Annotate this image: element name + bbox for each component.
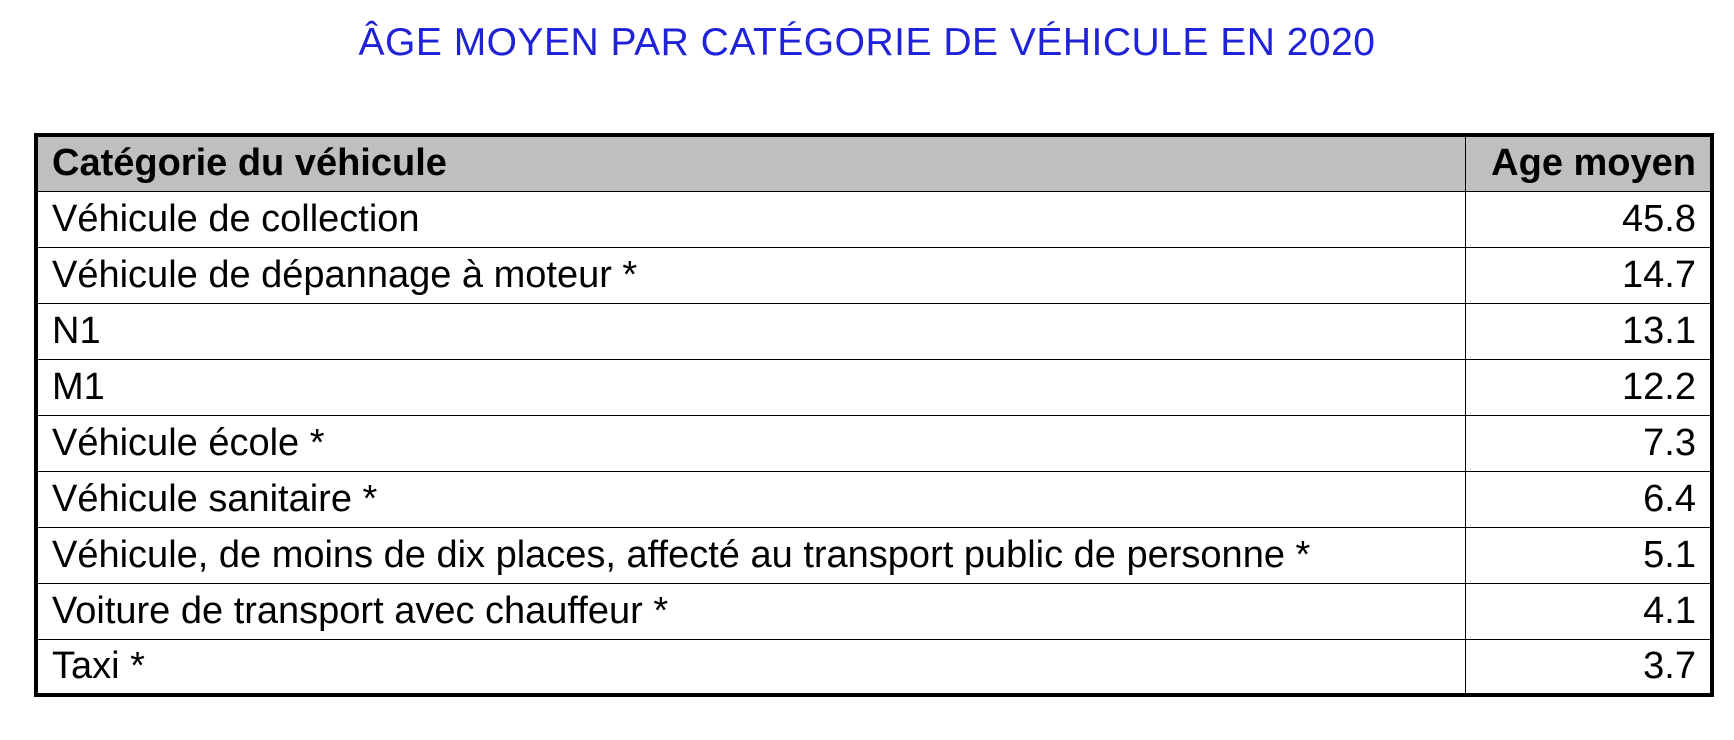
category-cell: Véhicule, de moins de dix places, affecté au transport public de personne *	[36, 527, 1465, 583]
age-value-cell: 5.1	[1465, 527, 1712, 583]
age-value-cell: 4.1	[1465, 583, 1712, 639]
table-row	[36, 471, 1712, 527]
table-row	[36, 527, 1712, 583]
category-cell: Véhicule école *	[36, 415, 1465, 471]
age-value-cell: 45.8	[1465, 191, 1712, 247]
category-cell: N1	[36, 303, 1465, 359]
category-cell: Voiture de transport avec chauffeur *	[36, 583, 1465, 639]
age-value-cell: 14.7	[1465, 247, 1712, 303]
table-row	[36, 303, 1712, 359]
age-value-cell: 6.4	[1465, 471, 1712, 527]
category-cell: Véhicule de dépannage à moteur *	[36, 247, 1465, 303]
category-cell: Véhicule sanitaire *	[36, 471, 1465, 527]
age-value-cell: 13.1	[1465, 303, 1712, 359]
table-row	[36, 639, 1712, 695]
column-header-category: Catégorie du véhicule	[36, 135, 1465, 191]
category-cell: Véhicule de collection	[36, 191, 1465, 247]
age-value-cell: 12.2	[1465, 359, 1712, 415]
data-table-container	[34, 133, 1710, 697]
category-cell: M1	[36, 359, 1465, 415]
age-value-cell: 3.7	[1465, 639, 1712, 695]
table-row	[36, 415, 1712, 471]
chart-title: ÂGE MOYEN PAR CATÉGORIE DE VÉHICULE EN 2020	[358, 21, 1376, 64]
table-header-row	[36, 135, 1712, 191]
category-cell: Taxi *	[36, 639, 1465, 695]
table-body	[36, 191, 1712, 695]
column-header-age: Age moyen	[1465, 135, 1712, 191]
age-value-cell: 7.3	[1465, 415, 1712, 471]
table-row	[36, 247, 1712, 303]
table-row	[36, 359, 1712, 415]
table-row	[36, 583, 1712, 639]
table-row	[36, 191, 1712, 247]
data-table	[34, 133, 1714, 697]
